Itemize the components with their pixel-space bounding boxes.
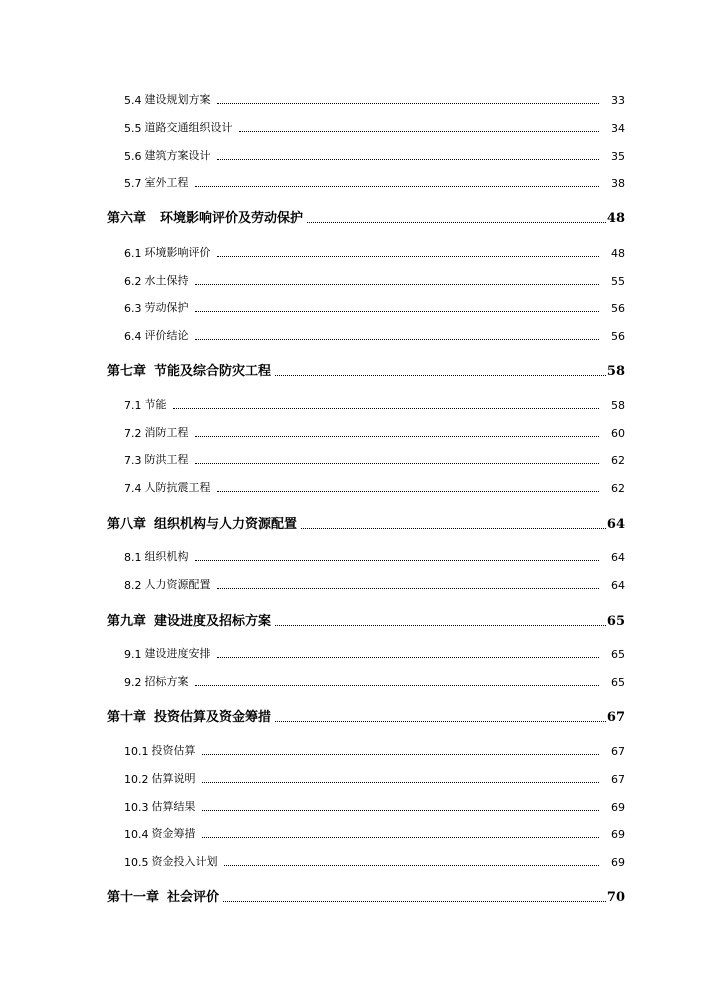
- dot-leader: [224, 864, 600, 866]
- dot-leader: [275, 624, 606, 626]
- entry-title: 节能: [144, 398, 167, 411]
- toc-chapter[interactable]: [107, 361, 625, 379]
- entry-number: 10.2: [124, 773, 149, 786]
- entry-title: 建设规划方案: [144, 93, 211, 106]
- entry-page: 60: [611, 427, 625, 440]
- toc-entry[interactable]: [124, 548, 625, 564]
- entry-title: 环境影响评价: [144, 246, 211, 259]
- entry-title: 消防工程: [144, 426, 189, 439]
- entry-number: 7.1: [124, 399, 142, 412]
- toc-entry[interactable]: [124, 174, 625, 190]
- entry-number: 6.4: [124, 330, 142, 343]
- entry-number: 5.5: [124, 122, 142, 135]
- entry-page: 64: [611, 551, 625, 564]
- toc-chapter[interactable]: [107, 514, 625, 532]
- chapter-number: 第十一章: [107, 890, 160, 905]
- chapter-number: 第十章: [107, 710, 147, 725]
- toc-entry[interactable]: [124, 770, 625, 786]
- entry-title: 招标方案: [144, 675, 189, 688]
- entry-number: 7.4: [124, 482, 142, 495]
- toc-entry[interactable]: [124, 853, 625, 869]
- dot-leader: [307, 221, 606, 223]
- chapter-title: 社会评价: [167, 890, 220, 905]
- entry-number: 5.7: [124, 177, 142, 190]
- dot-leader: [217, 490, 600, 492]
- toc-entry[interactable]: [124, 479, 625, 495]
- entry-title: 估算说明: [151, 772, 196, 785]
- toc-entry[interactable]: [124, 272, 625, 288]
- toc-chapter[interactable]: [107, 707, 625, 725]
- entry-title: 道路交通组织设计: [144, 121, 233, 134]
- entry-page: 56: [611, 302, 625, 315]
- entry-title: 建筑方案设计: [144, 149, 211, 162]
- toc-entry[interactable]: [124, 673, 625, 689]
- toc-entry[interactable]: [124, 299, 625, 315]
- toc-entry[interactable]: [124, 91, 625, 107]
- chapter-page: 58: [606, 364, 625, 379]
- dot-leader: [202, 753, 600, 755]
- entry-page: 69: [611, 801, 625, 814]
- entry-number: 9.2: [124, 676, 142, 689]
- dot-leader: [275, 720, 606, 722]
- toc-entry[interactable]: [124, 742, 625, 758]
- entry-page: 69: [611, 828, 625, 841]
- entry-page: 67: [611, 745, 625, 758]
- dot-leader: [239, 130, 600, 132]
- entry-number: 6.1: [124, 247, 142, 260]
- toc-entry[interactable]: [124, 244, 625, 260]
- chapter-number: 第九章: [107, 614, 147, 629]
- entry-title: 评价结论: [144, 329, 189, 342]
- chapter-number: 第八章: [107, 517, 147, 532]
- entry-number: 10.5: [124, 856, 149, 869]
- chapter-number: 第六章: [107, 211, 147, 226]
- dot-leader: [195, 462, 600, 464]
- toc-chapter[interactable]: [107, 208, 625, 226]
- dot-leader: [195, 684, 600, 686]
- entry-title: 劳动保护: [144, 301, 189, 314]
- entry-number: 8.1: [124, 551, 142, 564]
- entry-page: 65: [611, 676, 625, 689]
- dot-leader: [195, 185, 600, 187]
- toc-entry[interactable]: [124, 424, 625, 440]
- entry-page: 69: [611, 856, 625, 869]
- dot-leader: [301, 527, 606, 529]
- dot-leader: [195, 310, 600, 312]
- entry-number: 10.4: [124, 828, 149, 841]
- entry-page: 34: [611, 122, 625, 135]
- chapter-number: 第七章: [107, 364, 147, 379]
- chapter-title: 节能及综合防灾工程: [154, 364, 272, 379]
- dot-leader: [217, 158, 600, 160]
- entry-title: 防洪工程: [144, 453, 189, 466]
- dot-leader: [195, 559, 600, 561]
- toc-entry[interactable]: [124, 451, 625, 467]
- entry-page: 58: [611, 399, 625, 412]
- chapter-page: 67: [606, 710, 625, 725]
- toc-entry[interactable]: [124, 147, 625, 163]
- entry-title: 水土保持: [144, 274, 189, 287]
- dot-leader: [173, 407, 600, 409]
- entry-page: 33: [611, 94, 625, 107]
- entry-page: 38: [611, 177, 625, 190]
- chapter-page: 48: [606, 211, 625, 226]
- dot-leader: [195, 283, 600, 285]
- entry-number: 8.2: [124, 579, 142, 592]
- dot-leader: [217, 656, 600, 658]
- entry-number: 5.6: [124, 150, 142, 163]
- entry-page: 55: [611, 275, 625, 288]
- toc-entry[interactable]: [124, 798, 625, 814]
- entry-title: 投资估算: [151, 744, 196, 757]
- chapter-title: 环境影响评价及劳动保护: [160, 211, 304, 226]
- entry-number: 5.4: [124, 94, 142, 107]
- entry-title: 人防抗震工程: [144, 481, 211, 494]
- entry-title: 估算结果: [151, 800, 196, 813]
- toc-entry[interactable]: [124, 576, 625, 592]
- entry-title: 资金筹措: [151, 827, 196, 840]
- entry-page: 62: [611, 454, 625, 467]
- entry-page: 35: [611, 150, 625, 163]
- chapter-title: 投资估算及资金筹措: [154, 710, 272, 725]
- entry-title: 人力资源配置: [144, 578, 211, 591]
- dot-leader: [217, 255, 600, 257]
- entry-page: 56: [611, 330, 625, 343]
- toc-entry[interactable]: [124, 119, 625, 135]
- entry-title: 资金投入计划: [151, 855, 218, 868]
- entry-number: 10.3: [124, 801, 149, 814]
- entry-page: 67: [611, 773, 625, 786]
- dot-leader: [202, 836, 600, 838]
- chapter-title: 建设进度及招标方案: [154, 614, 272, 629]
- entry-title: 建设进度安排: [144, 647, 211, 660]
- entry-page: 62: [611, 482, 625, 495]
- dot-leader: [223, 900, 606, 902]
- entry-number: 6.3: [124, 302, 142, 315]
- entry-number: 6.2: [124, 275, 142, 288]
- dot-leader: [195, 338, 600, 340]
- toc-entry[interactable]: [124, 825, 625, 841]
- chapter-page: 65: [606, 614, 625, 629]
- dot-leader: [202, 809, 600, 811]
- dot-leader: [275, 374, 606, 376]
- chapter-page: 64: [606, 517, 625, 532]
- toc-entry[interactable]: [124, 396, 625, 412]
- entry-number: 9.1: [124, 648, 142, 661]
- entry-number: 7.3: [124, 454, 142, 467]
- dot-leader: [217, 587, 600, 589]
- toc-entry[interactable]: [124, 645, 625, 661]
- dot-leader: [217, 102, 600, 104]
- dot-leader: [202, 781, 600, 783]
- chapter-title: 组织机构与人力资源配置: [154, 517, 298, 532]
- entry-page: 64: [611, 579, 625, 592]
- toc-chapter[interactable]: [107, 887, 625, 905]
- entry-page: 48: [611, 247, 625, 260]
- entry-number: 10.1: [124, 745, 149, 758]
- chapter-page: 70: [606, 890, 625, 905]
- toc-entry[interactable]: [124, 327, 625, 343]
- entry-number: 7.2: [124, 427, 142, 440]
- toc-chapter[interactable]: [107, 611, 625, 629]
- entry-title: 组织机构: [144, 550, 189, 563]
- entry-title: 室外工程: [144, 176, 189, 189]
- dot-leader: [195, 435, 600, 437]
- entry-page: 65: [611, 648, 625, 661]
